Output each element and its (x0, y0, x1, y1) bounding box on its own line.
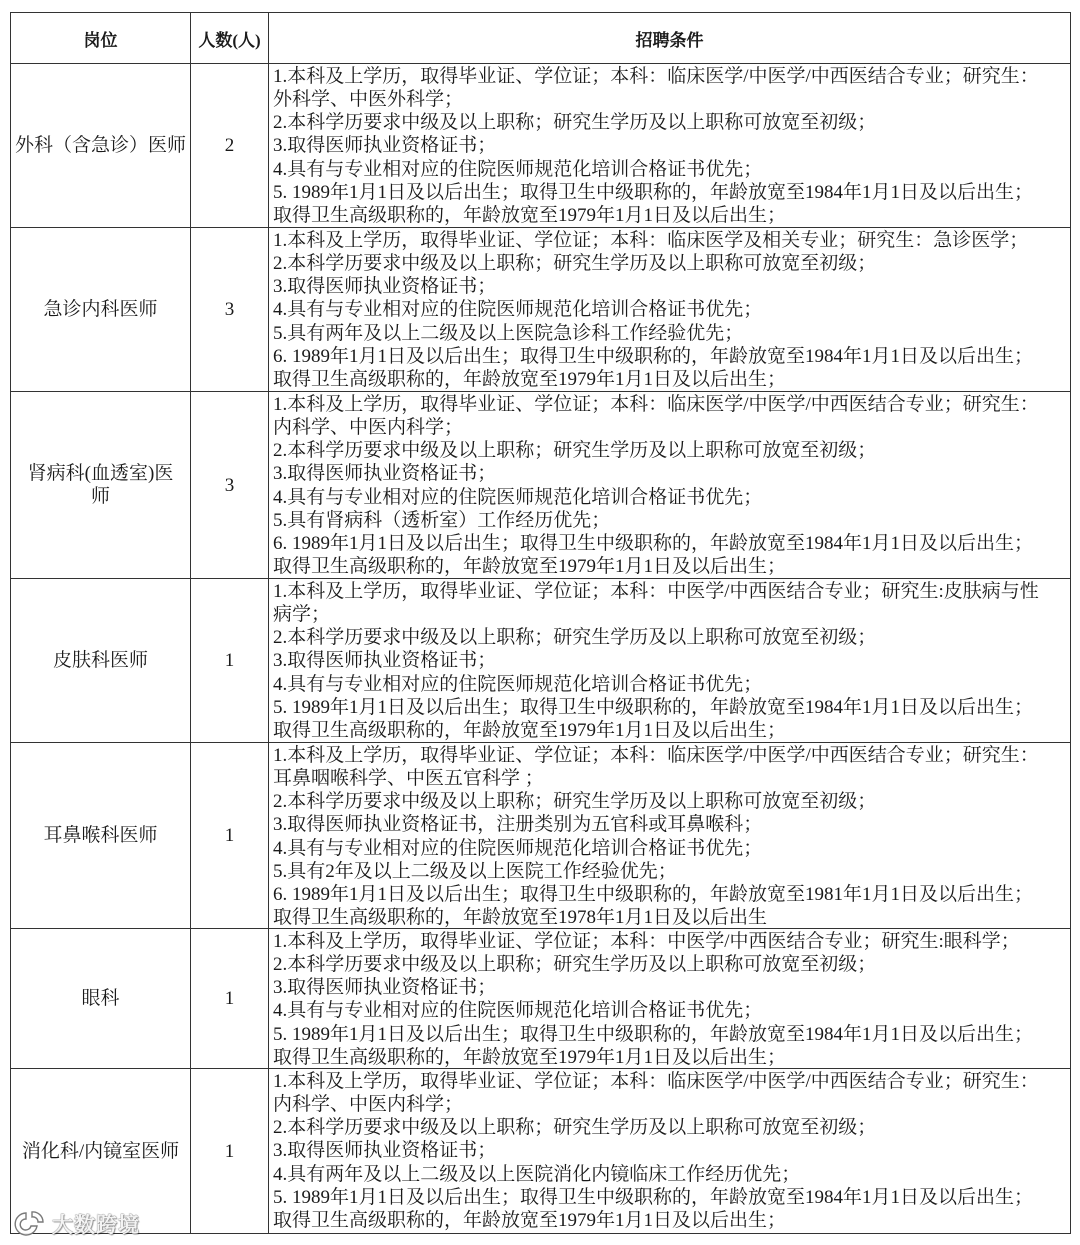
position-cell (11, 64, 191, 228)
requirements-cell (269, 579, 1071, 743)
headcount-value: 3 (224, 299, 235, 320)
position-cell (11, 743, 191, 929)
requirement-item: 1.本科及上学历，取得毕业证、学位证；本科：临床医学/中医学/中西医结合专业；研究生：内科学、中医内科学； (273, 394, 1039, 439)
header-requirements: 招聘条件 (269, 13, 1071, 64)
requirements-cell (269, 743, 1071, 929)
requirement-item: 1.本科及上学历，取得毕业证、学位证；本科：临床医学/中医学/中西医结合专业；研究生：外科学、中医外科学； (273, 66, 1039, 111)
headcount-cell (191, 929, 269, 1069)
requirement-item: 2.本科学历要求中级及以上职称；研究生学历及以上职称可放宽至初级； (273, 954, 877, 976)
requirement-item: 4.具有与专业相对应的住院医师规范化培训合格证书优先； (273, 1000, 763, 1022)
requirement-item: 5. 1989年1月1日及以后出生；取得卫生中级职称的，年龄放宽至1984年1月1日及以后出生；取得卫生高级职称的，年龄放宽至1979年1月1日及以后出生； (273, 696, 1034, 741)
requirement-item: 4.具有与专业相对应的住院医师规范化培训合格证书优先； (273, 837, 763, 859)
table-row (11, 64, 1071, 228)
requirement-item: 3.取得医师执业资格证书； (273, 650, 497, 672)
requirements-list (269, 1069, 1069, 1233)
headcount-value: 1 (224, 825, 235, 846)
table-row (11, 743, 1071, 929)
headcount-value: 1 (224, 1140, 235, 1162)
requirement-item: 4.具有与专业相对应的住院医师规范化培训合格证书优先； (273, 158, 763, 180)
position-name: 急诊内科医师 (43, 299, 158, 320)
requirement-item: 1.本科及上学历，取得毕业证、学位证；本科：临床医学/中医学/中西医结合专业；研究生：内科学、中医内科学； (273, 1071, 1039, 1116)
requirements-list (269, 743, 1069, 928)
requirement-item: 5.具有两年及以上二级及以上医院急诊科工作经验优先； (273, 322, 744, 344)
watermark-text: 大数跨境 (52, 1213, 140, 1237)
requirements-cell (269, 228, 1071, 392)
position-cell (11, 228, 191, 392)
requirement-item: 2.本科学历要求中级及以上职称；研究生学历及以上职称可放宽至初级； (273, 440, 877, 462)
position-name: 耳鼻喉科医师 (43, 825, 158, 846)
requirement-item: 6. 1989年1月1日及以后出生；取得卫生中级职称的，年龄放宽至1984年1月1日及以后出生；取得卫生高级职称的，年龄放宽至1979年1月1日及以后出生； (273, 345, 1034, 390)
headcount-cell (191, 228, 269, 392)
headcount-cell (191, 64, 269, 228)
requirement-item: 5.具有肾病科（透析室）工作经历优先； (273, 509, 611, 531)
requirement-item: 3.取得医师执业资格证书； (273, 977, 497, 999)
headcount-value: 1 (224, 988, 235, 1009)
position-name: 皮肤科医师 (52, 650, 148, 671)
requirements-list (269, 228, 1069, 391)
requirement-item: 1.本科及上学历，取得毕业证、学位证；本科：中医学/中西医结合专业；研究生:眼科学； (273, 931, 1020, 952)
requirement-item: 4.具有两年及以上二级及以上医院消化内镜临床工作经历优先； (273, 1163, 801, 1185)
requirement-item: 5. 1989年1月1日及以后出生；取得卫生中级职称的，年龄放宽至1984年1月1日及以后出生；取得卫生高级职称的，年龄放宽至1979年1月1日及以后出生； (273, 1186, 1034, 1231)
requirement-item: 1.本科及上学历，取得毕业证、学位证；本科：临床医学/中医学/中西医结合专业；研究生：耳鼻咽喉科学、中医五官科学 ； (273, 745, 1039, 790)
watermark (12, 1210, 140, 1238)
headcount-cell (191, 392, 269, 579)
position-name: 消化科/内镜室医师 (21, 1140, 180, 1162)
requirement-item: 1.本科及上学历，取得毕业证、学位证；本科：临床医学及相关专业；研究生：急诊医学； (273, 230, 1029, 251)
requirement-item: 2.本科学历要求中级及以上职称；研究生学历及以上职称可放宽至初级； (273, 627, 877, 649)
headcount-value: 2 (224, 135, 235, 156)
requirement-item: 1.本科及上学历，取得毕业证、学位证；本科：中医学/中西医结合专业；研究生:皮肤病与性病学； (273, 581, 1039, 626)
requirements-list (269, 929, 1069, 1068)
requirement-item: 5. 1989年1月1日及以后出生；取得卫生中级职称的，年龄放宽至1984年1月1日及以后出生；取得卫生高级职称的，年龄放宽至1979年1月1日及以后出生； (273, 181, 1034, 226)
requirement-item: 6. 1989年1月1日及以后出生；取得卫生中级职称的，年龄放宽至1984年1月1日及以后出生；取得卫生高级职称的，年龄放宽至1979年1月1日及以后出生； (273, 532, 1034, 578)
requirement-item: 3.取得医师执业资格证书； (273, 135, 497, 157)
requirement-item: 2.本科学历要求中级及以上职称；研究生学历及以上职称可放宽至初级； (273, 791, 877, 813)
position-name: 外科（含急诊）医师 (14, 135, 186, 156)
requirements-list (269, 392, 1069, 578)
requirement-item: 4.具有与专业相对应的住院医师规范化培训合格证书优先； (273, 486, 763, 508)
requirement-item: 2.本科学历要求中级及以上职称；研究生学历及以上职称可放宽至初级； (273, 1117, 877, 1139)
table-row (11, 579, 1071, 743)
requirement-item: 3.取得医师执业资格证书，注册类别为五官科或耳鼻喉科； (273, 814, 763, 836)
table-row (11, 1069, 1071, 1234)
headcount-cell (191, 743, 269, 929)
recruitment-table (10, 12, 1071, 1234)
requirements-list (269, 579, 1069, 742)
header-position: 岗位 (11, 13, 191, 64)
requirement-item: 3.取得医师执业资格证书； (273, 1140, 497, 1162)
table-row (11, 929, 1071, 1069)
headcount-value: 3 (224, 474, 235, 496)
watermark-logo-icon (12, 1210, 46, 1238)
requirement-item: 3.取得医师执业资格证书； (273, 276, 497, 298)
requirement-item: 6. 1989年1月1日及以后出生；取得卫生中级职称的，年龄放宽至1981年1月1日及以后出生；取得卫生高级职称的，年龄放宽至1978年1月1日及以后出生 (273, 883, 1034, 928)
position-name: 眼科 (81, 988, 120, 1009)
position-name: 肾病科(血透室)医师 (27, 463, 174, 507)
requirement-item: 5.具有2年及以上二级及以上医院工作经验优先； (273, 860, 677, 882)
headcount-value: 1 (224, 650, 235, 671)
requirements-list (269, 64, 1069, 227)
requirements-cell (269, 392, 1071, 579)
headcount-cell (191, 1069, 269, 1234)
requirement-item: 4.具有与专业相对应的住院医师规范化培训合格证书优先； (273, 673, 763, 695)
table-row (11, 392, 1071, 579)
table-row (11, 228, 1071, 392)
position-cell (11, 929, 191, 1069)
requirement-item: 2.本科学历要求中级及以上职称；研究生学历及以上职称可放宽至初级； (273, 112, 877, 134)
header-count: 人数(人) (191, 13, 269, 64)
requirement-item: 3.取得医师执业资格证书； (273, 463, 497, 485)
requirements-cell (269, 1069, 1071, 1234)
position-cell (11, 392, 191, 579)
requirement-item: 5. 1989年1月1日及以后出生；取得卫生中级职称的，年龄放宽至1984年1月1日及以后出生；取得卫生高级职称的，年龄放宽至1979年1月1日及以后出生； (273, 1023, 1034, 1068)
requirement-item: 4.具有与专业相对应的住院医师规范化培训合格证书优先； (273, 299, 763, 321)
requirements-cell (269, 64, 1071, 228)
position-cell (11, 579, 191, 743)
requirements-cell (269, 929, 1071, 1069)
headcount-cell (191, 579, 269, 743)
table-header-row (11, 13, 1071, 64)
requirement-item: 2.本科学历要求中级及以上职称；研究生学历及以上职称可放宽至初级； (273, 253, 877, 275)
